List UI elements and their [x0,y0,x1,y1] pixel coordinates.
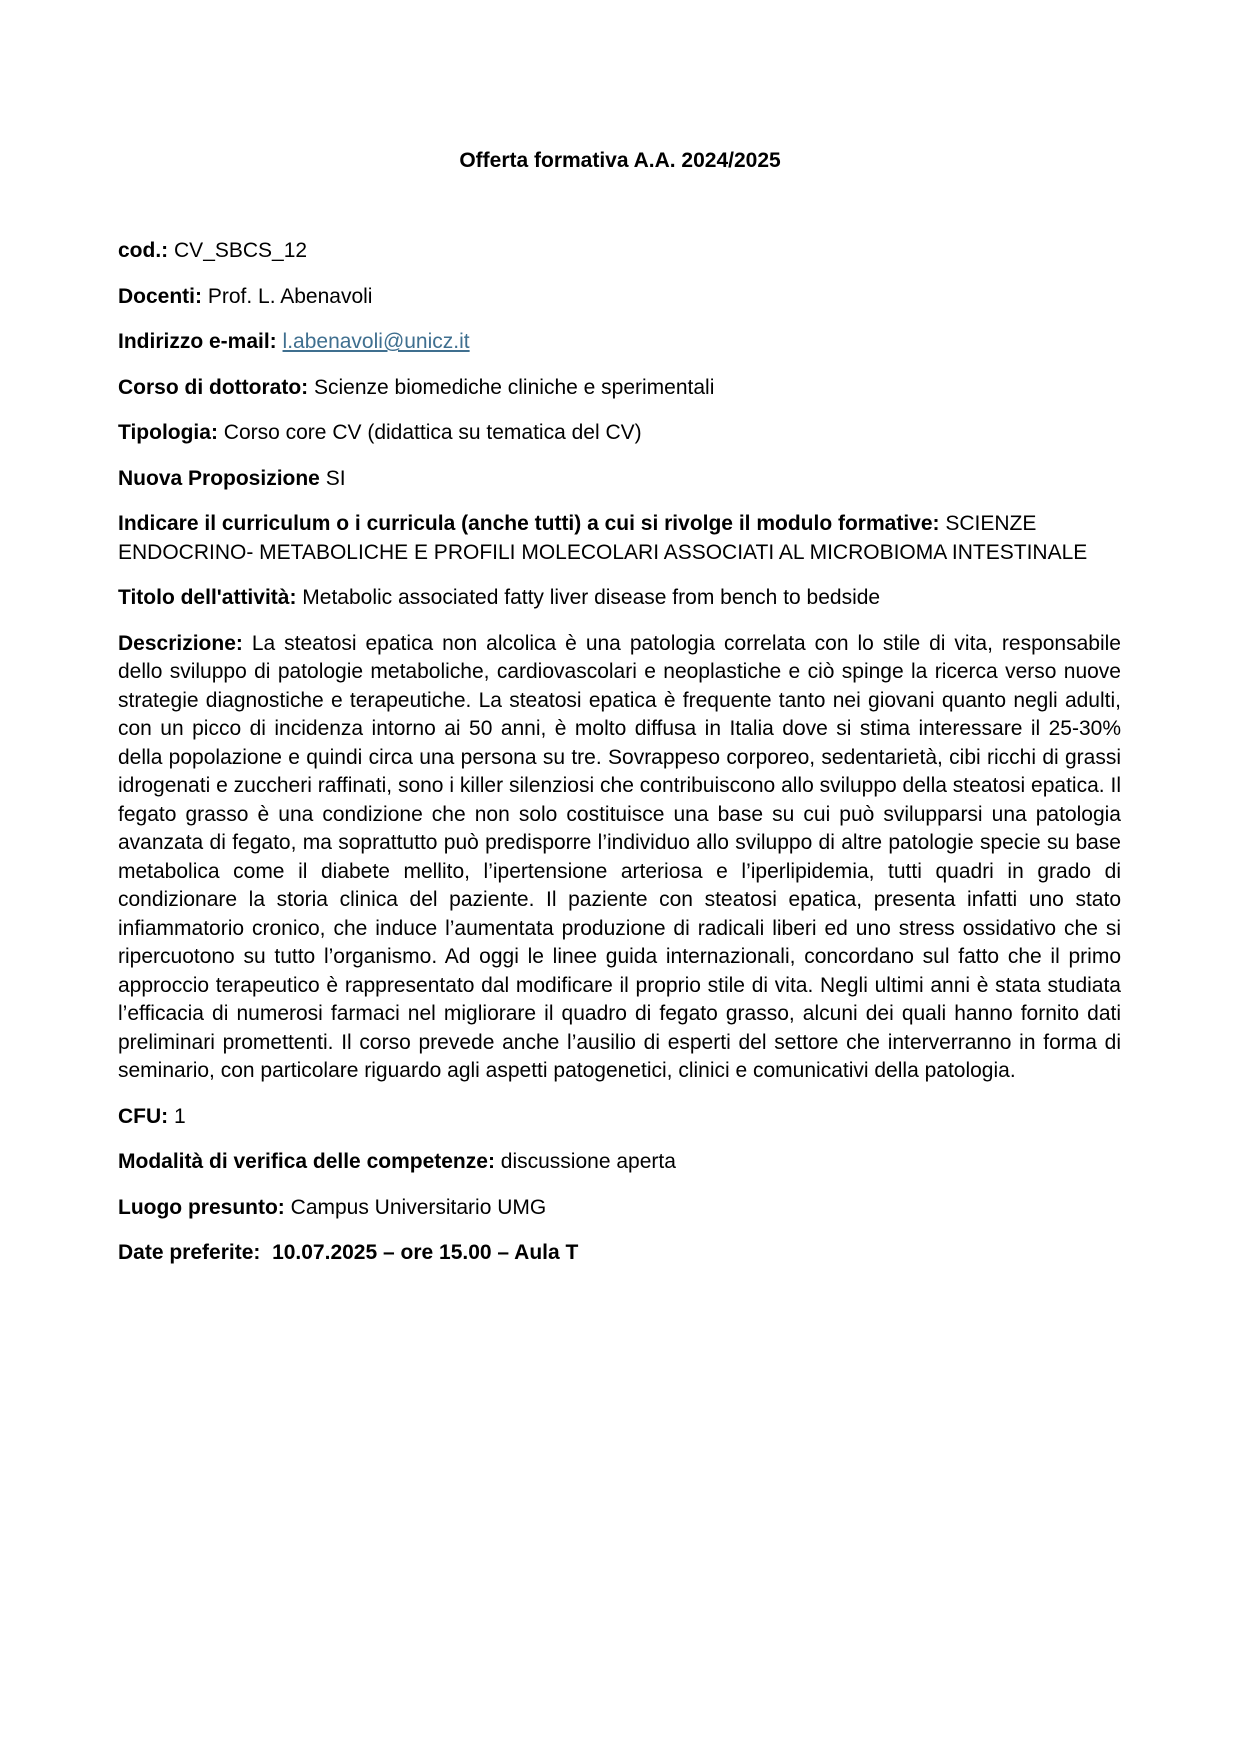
field-luogo-value: Campus Universitario UMG [290,1195,547,1219]
field-nuova-value: SI [325,466,346,490]
field-corso-value: Scienze biomediche cliniche e sperimentali [313,375,715,399]
field-curriculum [118,510,1121,567]
field-descrizione-value: La steatosi epatica non alcolica è una patologia correlata con lo stile di vita, responsabile dello sviluppo di patologie metaboliche, cardiovascolari e neoplastiche e ciò spinge la ricerca verso nuove strategie diagnostiche e terapeutiche. La steatosi epatica è frequente tanto nei giovani quanto negli adulti, con un picco di incidenza intorno ai 50 anni, è molto diffusa in Italia dove si stima interessare il 25-30% della popolazione e quindi circa una persona su tre. Sovrappeso corporeo, sedentarietà, cibi ricchi di grassi idrogenati e zuccheri raffinati, sono i killer silenziosi che contribuiscono allo sviluppo della steatosi epatica. Il fegato grasso è una condizione che non solo costituisce una base su cui può svilupparsi una patologia avanzata di fegato, ma soprattutto può predisporre l’individuo allo sviluppo di altre patologie specie su base metabolica come il diabete mellito, l’ipertensione arteriosa e l’iperlipidemia, tutti quadri in grado di condizionare la storia clinica del paziente. Il paziente con steatosi epatica, presenta infatti uno stato infiammatorio cronico, che induce l’aumentata produzione di radicali liberi ed uno stress ossidativo che si ripercuotono su tutto l’organismo. Ad oggi le linee guida internazionali, concordano sul fatto che il primo approccio terapeutico è rappresentato dal modificare il proprio stile di vita. Negli ultimi anni è stata studiata l’efficacia di numerosi farmaci nel migliorare il quadro di fegato grasso, alcuni dei quali hanno fornito dati preliminari promettenti. Il corso prevede anche l’ausilio di esperti del settore che interverranno in forma di seminario, con particolare riguardo agli aspetti patogenetici, clinici e comunicativi della patologia. [118,631,1121,1082]
field-tipologia-value: Corso core CV (didattica su tematica del CV) [223,421,642,444]
field-cfu [118,1103,1121,1132]
field-verifica [118,1148,1121,1177]
field-titolo-value: Metabolic associated fatty liver disease from bench to bedside [302,586,881,609]
field-nuova-proposizione [118,465,1121,494]
field-docenti [118,283,1121,312]
field-curriculum-value: SCIENZE ENDOCRINO- METABOLICHE E PROFILI MOLECOLARI ASSOCIATI AL MICROBIOMA INTESTINALE [118,512,1088,564]
field-cfu-label: CFU: [118,1104,169,1128]
field-curriculum-label: Indicare il curriculum o i curricula (anche tutti) a cui si rivolge il modulo formative: [118,512,940,535]
field-date-value: 10.07.2025 – ore 15.00 – Aula T [272,1241,579,1264]
document-body [118,237,1121,1285]
field-nuova-label: Nuova Proposizione [118,466,320,490]
field-email-label: Indirizzo e-mail: [118,330,277,353]
field-tipologia-label: Tipologia: [118,421,218,444]
field-docenti-value: Prof. L. Abenavoli [207,284,373,308]
field-verifica-value: discussione aperta [500,1150,676,1173]
field-date-preferite [118,1239,1121,1268]
field-cod-value: CV_SBCS_12 [174,239,308,262]
field-date-label: Date preferite: [118,1241,261,1264]
field-corso [118,374,1121,403]
field-verifica-label: Modalità di verifica delle competenze: [118,1150,495,1173]
field-cod-label: cod.: [118,239,169,262]
field-corso-label: Corso di dottorato: [118,375,309,399]
field-descrizione-label: Descrizione: [118,631,243,655]
field-cod [118,237,1121,266]
field-luogo [118,1194,1121,1223]
field-docenti-label: Docenti: [118,284,202,308]
field-cfu-value: 1 [174,1104,186,1128]
field-titolo [118,584,1121,613]
field-tipologia [118,419,1121,448]
field-luogo-label: Luogo presunto: [118,1195,285,1219]
field-titolo-label: Titolo dell'attività: [118,586,297,609]
field-email [118,328,1121,357]
field-descrizione [118,630,1121,1086]
document-title: Offerta formativa A.A. 2024/2025 [459,149,781,172]
email-link[interactable]: l.abenavoli@unicz.it [282,330,470,353]
